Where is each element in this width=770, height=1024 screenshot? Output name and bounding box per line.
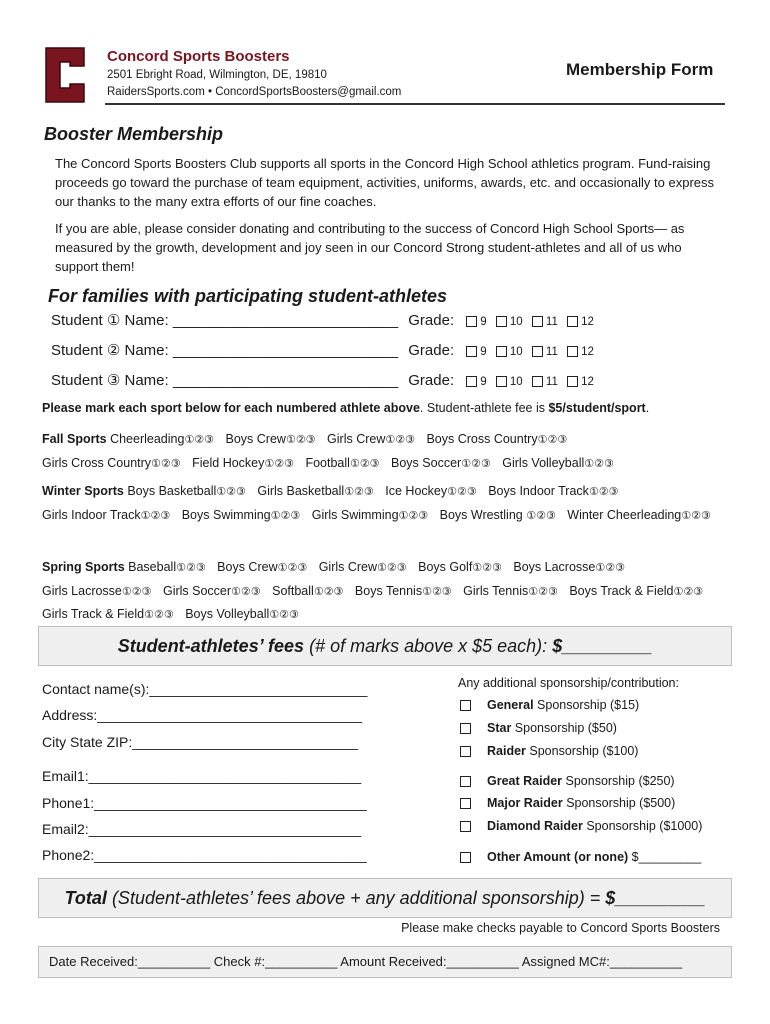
grade-checkbox[interactable] <box>466 376 477 387</box>
sport-item[interactable] <box>192 456 294 470</box>
sponsorship-diamond-raider[interactable]: Diamond Raider Sponsorship ($1000) <box>460 819 702 833</box>
athlete-number-marks[interactable]: ①②③ <box>461 457 491 470</box>
sport-name: Boys Swimming <box>181 507 271 522</box>
athlete-number-marks[interactable]: ①②③ <box>151 457 181 470</box>
office-use-box <box>38 946 732 978</box>
org-name: Concord Sports Boosters <box>107 48 290 65</box>
athlete-number-marks[interactable]: ①②③ <box>277 562 308 574</box>
sport-item[interactable] <box>319 560 407 574</box>
address-field[interactable]: Address:__________________________________ <box>42 707 362 723</box>
sport-item[interactable] <box>185 607 299 621</box>
membership-title: Booster Membership <box>44 124 224 144</box>
sponsorship-checkbox[interactable] <box>460 723 471 734</box>
grade-checkbox[interactable] <box>567 316 578 327</box>
email2-field[interactable]: Email2:___________________________________ <box>42 821 362 837</box>
grade-options: 9 10 11 12 <box>464 376 594 388</box>
student-name-field[interactable]: Student ② Name: ___________________________ <box>51 342 399 359</box>
fees-line: Student-athletes’ fees (# of marks above x $5 each): $_________ <box>117 636 653 656</box>
athlete-number-marks[interactable]: ①②③ <box>231 585 261 598</box>
sport-name: Boys Basketball <box>127 484 217 498</box>
sport-name: Cheerleading <box>110 432 185 446</box>
sport-item[interactable] <box>502 456 614 470</box>
fall-sports-label: Fall Sports <box>42 432 107 446</box>
grade-label: Grade: <box>408 372 455 389</box>
total-box <box>38 878 732 918</box>
fees-box <box>38 626 732 666</box>
athlete-number-marks[interactable]: ①②③ <box>681 509 711 522</box>
sport-item[interactable] <box>440 508 556 522</box>
sport-item[interactable] <box>355 584 452 598</box>
contact-name-field[interactable]: Contact name(s):____________________________ <box>42 681 368 697</box>
phone2-field[interactable]: Phone2:___________________________________ <box>42 847 367 863</box>
grade-checkbox[interactable] <box>496 376 507 387</box>
sport-name: Field Hockey <box>192 455 265 470</box>
sponsorship-checkbox[interactable] <box>460 798 471 809</box>
athlete-number-marks[interactable]: ①②③ <box>447 486 477 498</box>
sport-item[interactable] <box>272 584 343 598</box>
sport-name: Winter Cheerleading <box>567 507 682 522</box>
sport-item[interactable] <box>42 508 170 522</box>
grade-checkbox[interactable] <box>466 316 477 327</box>
athlete-number-marks[interactable]: ①②③ <box>584 457 614 470</box>
athlete-number-marks[interactable]: ①②③ <box>270 509 301 522</box>
sport-item[interactable] <box>385 484 476 498</box>
logo <box>42 44 88 106</box>
sport-item[interactable] <box>128 560 206 574</box>
sport-item[interactable] <box>42 456 181 470</box>
athlete-number-marks[interactable]: ①②③ <box>313 585 344 598</box>
sport-name: Boys Volleyball <box>185 607 270 621</box>
sport-item[interactable] <box>42 584 151 598</box>
athlete-number-marks[interactable]: ①②③ <box>422 585 452 598</box>
sport-name: Boys Soccer <box>391 455 462 470</box>
spring-sports-label: Spring Sports <box>42 560 125 574</box>
grade-checkbox[interactable] <box>567 346 578 357</box>
sport-name: Softball <box>272 583 314 598</box>
sport-name: Boys Golf <box>418 560 473 574</box>
sport-name: Boys Tennis <box>354 583 423 598</box>
office-use-fields: Date Received:__________ Check #:__________ Amount Received:__________ Assigned MC#:__________ <box>49 954 683 969</box>
grade-label: Grade: <box>408 312 455 329</box>
sponsorship-other[interactable]: Other Amount (or none) $_________ <box>460 850 701 864</box>
athlete-number-marks[interactable]: ①②③ <box>377 562 407 574</box>
athlete-number-marks[interactable]: ①②③ <box>344 486 374 498</box>
sponsorship-checkbox[interactable] <box>460 852 471 863</box>
sport-name: Girls Crew <box>318 560 378 574</box>
student-row-1 <box>51 311 594 329</box>
athlete-number-marks[interactable]: ①②③ <box>588 486 619 498</box>
sport-name: Boys Lacrosse <box>513 560 596 574</box>
student-name-field[interactable]: Student ① Name: ___________________________ <box>51 312 399 329</box>
grade-checkbox[interactable] <box>532 316 543 327</box>
sport-item[interactable] <box>257 484 373 498</box>
grade-label: Grade: <box>408 342 455 359</box>
sport-name: Ice Hockey <box>385 484 448 498</box>
winter-sports <box>42 480 722 527</box>
student-row-2 <box>51 341 594 359</box>
membership-para-1: The Concord Sports Boosters Club supports all sports in the Concord High School athletics program. Fund-raising proceeds go toward the purchase of team equipment, activities, uniforms, awards, etc. and occasionally to express our thanks to the many extra efforts of our fine coaches. <box>55 156 715 209</box>
athlete-number-marks[interactable]: ①②③ <box>176 562 206 574</box>
email1-field[interactable]: Email1:___________________________________ <box>42 768 362 784</box>
sport-name: Football <box>305 455 350 470</box>
sport-name: Girls Basketball <box>257 484 345 498</box>
athlete-number-marks[interactable]: ①②③ <box>216 486 246 498</box>
sport-item[interactable] <box>567 508 711 522</box>
sport-item[interactable] <box>305 456 379 470</box>
sport-item[interactable] <box>110 432 214 446</box>
sport-name: Boys Crew <box>225 432 286 446</box>
sport-name: Girls Cross Country <box>42 455 152 470</box>
sport-item[interactable] <box>217 560 307 574</box>
athlete-number-marks[interactable]: ①②③ <box>398 509 429 522</box>
sport-name: Girls Soccer <box>162 583 232 598</box>
header-divider <box>105 103 725 105</box>
sponsorship-checkbox[interactable] <box>460 821 471 832</box>
sport-name: Boys Crew <box>217 560 278 574</box>
sport-item[interactable] <box>418 560 502 574</box>
grade-options: 9 10 11 12 <box>464 346 594 358</box>
sport-item[interactable] <box>226 432 316 446</box>
athlete-number-marks[interactable]: ①②③ <box>673 585 704 598</box>
sport-name: Boys Cross Country <box>426 432 538 446</box>
athlete-number-marks[interactable]: ①②③ <box>528 585 558 598</box>
sport-item[interactable] <box>163 584 261 598</box>
sport-name: Girls Lacrosse <box>42 583 122 598</box>
sponsorship-checkbox[interactable] <box>460 746 471 757</box>
athlete-number-marks[interactable]: ①②③ <box>264 457 294 470</box>
student-name-field[interactable]: Student ③ Name: ___________________________ <box>51 372 399 389</box>
athlete-number-marks[interactable]: ①②③ <box>140 509 171 522</box>
sport-name: Girls Crew <box>327 432 386 446</box>
sport-name: Boys Indoor Track <box>488 484 589 498</box>
grade-checkbox[interactable] <box>496 316 507 327</box>
athlete-number-marks[interactable]: ①②③ <box>385 434 415 446</box>
total-amount-field[interactable]: $_________ <box>605 888 706 908</box>
membership-para-2: If you are able, please consider donating and contributing to the success of Concord High School Sports— as measured by the growth, development and joy seen in our Concord Strong student-athletes and all of us who support them! <box>55 221 685 274</box>
city-state-zip-field[interactable]: City State ZIP:_____________________________ <box>42 734 359 750</box>
sport-item[interactable] <box>182 508 301 522</box>
sponsorship-checkbox[interactable] <box>460 700 471 711</box>
athlete-number-marks[interactable]: ①②③ <box>144 609 174 621</box>
sponsorship-general[interactable]: General Sponsorship ($15) <box>460 698 639 712</box>
spring-sports <box>42 556 722 627</box>
sport-item[interactable] <box>327 432 415 446</box>
winter-sports-label: Winter Sports <box>42 484 124 498</box>
sport-item[interactable] <box>127 484 246 498</box>
sport-item[interactable] <box>463 584 558 598</box>
sport-item[interactable] <box>569 584 703 598</box>
sponsorship-major-raider[interactable]: Major Raider Sponsorship ($500) <box>460 796 675 810</box>
athlete-number-marks[interactable]: ①②③ <box>285 434 316 446</box>
athlete-number-marks[interactable]: ①②③ <box>269 609 299 621</box>
sport-name: Girls Tennis <box>463 583 529 598</box>
athlete-number-marks[interactable]: ①②③ <box>121 585 152 598</box>
athlete-number-marks[interactable]: ①②③ <box>184 434 215 446</box>
families-title: For families with participating student-athletes <box>48 286 448 306</box>
grade-checkbox[interactable] <box>567 376 578 387</box>
sponsorship-great-raider[interactable]: Great Raider Sponsorship ($250) <box>460 774 675 788</box>
sport-item[interactable] <box>391 456 491 470</box>
grade-checkbox[interactable] <box>532 376 543 387</box>
athlete-number-marks[interactable]: ①②③ <box>349 457 380 470</box>
sponsorship-star[interactable]: Star Sponsorship ($50) <box>460 721 617 735</box>
sport-item[interactable] <box>312 508 428 522</box>
sport-name: Boys Wrestling <box>439 507 527 522</box>
grade-checkbox[interactable] <box>532 346 543 357</box>
sport-name: Baseball <box>128 560 177 574</box>
sport-name: Boys Track & Field <box>569 583 674 598</box>
grade-checkbox[interactable] <box>496 346 507 357</box>
phone1-field[interactable]: Phone1:___________________________________ <box>42 795 367 811</box>
sport-name: Girls Swimming <box>311 507 399 522</box>
student-row-3 <box>51 371 594 389</box>
sponsorship-raider[interactable]: Raider Sponsorship ($100) <box>460 744 638 758</box>
sport-name: Girls Volleyball <box>502 455 585 470</box>
sport-name: Girls Track & Field <box>42 607 145 621</box>
fees-amount-field[interactable]: $_________ <box>552 636 653 656</box>
athlete-number-marks[interactable]: ①②③ <box>595 562 625 574</box>
sport-item[interactable] <box>42 607 174 621</box>
total-line: Total (Student-athletes’ fees above + any additional sponsorship) = $_________ <box>64 888 706 908</box>
form-title: Membership Form <box>566 60 714 79</box>
grade-checkbox[interactable] <box>466 346 477 357</box>
sponsorship-heading: Any additional sponsorship/contribution: <box>458 676 679 690</box>
athlete-number-marks[interactable]: ①②③ <box>526 509 556 522</box>
sport-instructions: Please mark each sport below for each numbered athlete above. Student-athlete fee is $5/student/sport. <box>42 401 650 415</box>
org-address: 2501 Ebright Road, Wilmington, DE, 19810 <box>107 69 327 81</box>
athlete-number-marks[interactable]: ①②③ <box>472 562 502 574</box>
fall-sports <box>42 428 722 475</box>
sport-item[interactable] <box>513 560 625 574</box>
sport-item[interactable] <box>426 432 567 446</box>
org-contact: RaidersSports.com • ConcordSportsBoosters@gmail.com <box>107 86 402 98</box>
sport-item[interactable] <box>488 484 618 498</box>
checks-payable-note: Please make checks payable to Concord Sports Boosters <box>401 921 720 935</box>
athlete-number-marks[interactable]: ①②③ <box>537 434 568 446</box>
grade-options: 9 10 11 12 <box>464 316 594 328</box>
sport-name: Girls Indoor Track <box>42 507 141 522</box>
sponsorship-checkbox[interactable] <box>460 776 471 787</box>
